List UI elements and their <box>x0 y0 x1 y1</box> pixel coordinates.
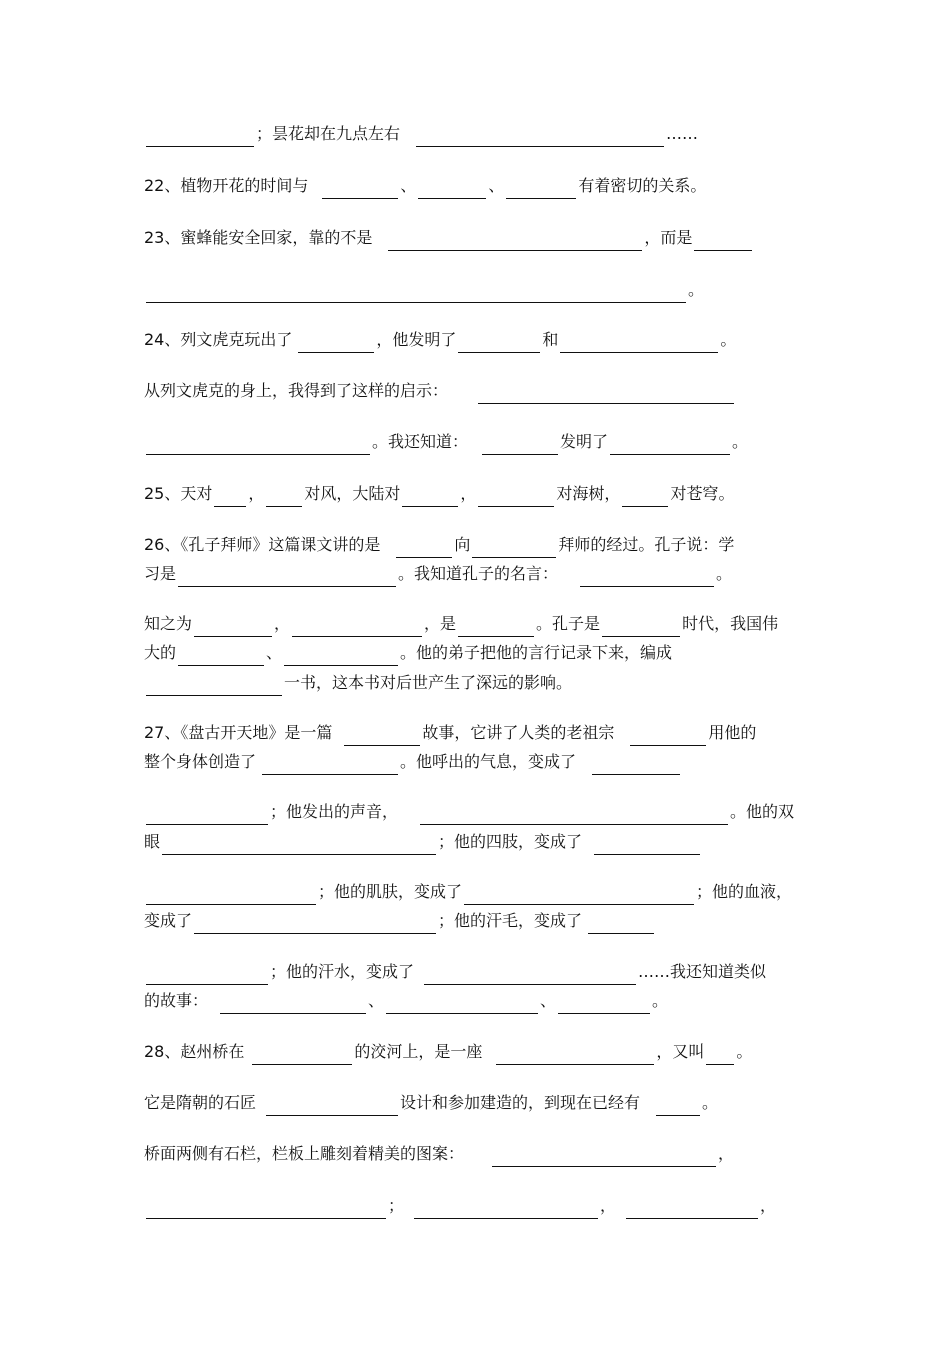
line-text: 有着密切的关系。 <box>578 176 707 195</box>
line-text: 它是隋朝的石匠 <box>144 1093 257 1112</box>
line-text: 26、《孔子拜师》这篇课文讲的是 <box>144 535 381 554</box>
line-text: 习是 <box>144 564 177 583</box>
text-line <box>144 378 736 404</box>
line-text: 和 <box>542 330 559 349</box>
line-text: ， <box>760 1196 777 1215</box>
answer-blank[interactable] <box>506 179 576 199</box>
line-text: …… <box>666 124 699 143</box>
line-text: 。 <box>736 1042 753 1061</box>
answer-blank[interactable] <box>402 487 458 507</box>
line-text: ；他的汗水，变成了 <box>270 962 415 981</box>
line-text: ， <box>248 484 265 503</box>
text-line <box>144 277 704 303</box>
line-text: 25、天对 <box>144 484 213 503</box>
line-text: ，而是 <box>644 228 693 247</box>
answer-blank[interactable] <box>162 835 436 855</box>
line-text: 22、植物开花的时间与 <box>144 176 309 195</box>
answer-blank[interactable] <box>146 1199 386 1219</box>
answer-blank[interactable] <box>694 231 752 251</box>
line-text: ，是 <box>424 614 457 633</box>
line-text: 28、赵州桥在 <box>144 1042 245 1061</box>
answer-blank[interactable] <box>626 1199 758 1219</box>
answer-blank[interactable] <box>178 567 396 587</box>
line-text: 。我还知道： <box>372 432 469 451</box>
answer-blank[interactable] <box>292 617 422 637</box>
line-text: 。 <box>688 280 705 299</box>
answer-blank[interactable] <box>146 676 282 696</box>
answer-blank[interactable] <box>458 617 534 637</box>
text-line <box>144 829 702 855</box>
text-line <box>144 173 706 199</box>
answer-blank[interactable] <box>298 333 374 353</box>
line-text: ；他发出的声音， <box>270 802 399 821</box>
line-text: 向 <box>454 535 471 554</box>
line-text: 。 <box>732 432 749 451</box>
line-text: 。 <box>720 330 737 349</box>
line-text: ， <box>274 614 291 633</box>
text-line <box>144 1090 718 1116</box>
answer-blank[interactable] <box>464 885 694 905</box>
answer-blank[interactable] <box>146 283 686 303</box>
answer-blank[interactable] <box>560 333 718 353</box>
line-text: 一书，这本书对后世产生了深远的影响。 <box>284 673 573 692</box>
text-line <box>144 988 668 1014</box>
answer-blank[interactable] <box>478 384 734 404</box>
line-text: 用他的 <box>708 723 757 742</box>
answer-blank[interactable] <box>580 567 714 587</box>
answer-blank[interactable] <box>262 755 398 775</box>
answer-blank[interactable] <box>656 1096 700 1116</box>
line-text: 。 <box>652 991 669 1010</box>
answer-blank[interactable] <box>194 914 436 934</box>
answer-blank[interactable] <box>602 617 680 637</box>
line-text: 大的 <box>144 643 177 662</box>
text-line <box>144 670 572 696</box>
line-text: 桥面两侧有石栏，栏板上雕刻着精美的图案： <box>144 1144 465 1163</box>
line-text: ， <box>718 1144 735 1163</box>
answer-blank[interactable] <box>178 646 264 666</box>
line-text: 对苍穹。 <box>670 484 735 503</box>
line-text: 变成了 <box>144 911 193 930</box>
line-text: ，又叫 <box>656 1042 705 1061</box>
text-line <box>144 720 756 746</box>
answer-blank[interactable] <box>496 1045 654 1065</box>
answer-blank[interactable] <box>414 1199 598 1219</box>
answer-blank[interactable] <box>220 994 366 1014</box>
answer-blank[interactable] <box>322 179 398 199</box>
text-line <box>144 749 682 775</box>
answer-blank[interactable] <box>396 538 452 558</box>
answer-blank[interactable] <box>706 1045 734 1065</box>
answer-blank[interactable] <box>344 726 420 746</box>
text-line <box>144 879 792 905</box>
line-text: 对风，大陆对 <box>304 484 401 503</box>
line-text: 的洨河上，是一座 <box>354 1042 483 1061</box>
line-text: 整个身体创造了 <box>144 752 257 771</box>
text-line <box>144 640 672 666</box>
line-text: 故事，它讲了人类的老祖宗 <box>422 723 615 742</box>
answer-blank[interactable] <box>146 885 316 905</box>
answer-blank[interactable] <box>558 994 650 1014</box>
text-line <box>144 959 766 985</box>
answer-blank[interactable] <box>146 965 268 985</box>
text-line <box>144 121 698 147</box>
line-text: 知之为 <box>144 614 193 633</box>
line-text: 。他呼出的气息，变成了 <box>400 752 577 771</box>
line-text: ；他的四肢，变成了 <box>438 832 583 851</box>
answer-blank[interactable] <box>416 127 664 147</box>
text-line <box>144 327 736 353</box>
answer-blank[interactable] <box>610 435 730 455</box>
answer-blank[interactable] <box>214 487 246 507</box>
answer-blank[interactable] <box>146 127 254 147</box>
line-text: 。孔子是 <box>536 614 601 633</box>
answer-blank[interactable] <box>472 538 556 558</box>
text-line <box>144 561 732 587</box>
answer-blank[interactable] <box>424 965 636 985</box>
line-text: 、 <box>540 991 557 1010</box>
answer-blank[interactable] <box>284 646 398 666</box>
answer-blank[interactable] <box>630 726 706 746</box>
answer-blank[interactable] <box>388 231 642 251</box>
text-line <box>144 1193 776 1219</box>
answer-blank[interactable] <box>594 835 700 855</box>
answer-blank[interactable] <box>386 994 538 1014</box>
answer-blank[interactable] <box>592 755 680 775</box>
line-text: 、 <box>266 643 283 662</box>
line-text: 发明了 <box>560 432 609 451</box>
line-text: ， <box>460 484 477 503</box>
line-text: ， <box>600 1196 617 1215</box>
text-line <box>144 429 748 455</box>
line-text: ；他的血液， <box>696 882 793 901</box>
line-text: ；昙花却在九点左右 <box>256 124 401 143</box>
line-text: 拜师的经过。孔子说：学 <box>558 535 735 554</box>
answer-blank[interactable] <box>146 435 370 455</box>
line-text: 的故事： <box>144 991 209 1010</box>
line-text: ；他的肌肤，变成了 <box>318 882 463 901</box>
answer-blank[interactable] <box>252 1045 352 1065</box>
line-text: 从列文虎克的身上，我得到了这样的启示： <box>144 381 449 400</box>
answer-blank[interactable] <box>266 487 302 507</box>
answer-blank[interactable] <box>478 487 554 507</box>
line-text: 对海树， <box>556 484 621 503</box>
line-text: 眼 <box>144 832 161 851</box>
line-text: 23、蜜蜂能安全回家，靠的不是 <box>144 228 373 247</box>
text-line <box>144 1039 752 1065</box>
text-line <box>144 532 734 558</box>
answer-blank[interactable] <box>420 805 728 825</box>
line-text: 设计和参加建造的，到现在已经有 <box>400 1093 641 1112</box>
text-line <box>144 481 734 507</box>
text-line <box>144 908 656 934</box>
answer-blank[interactable] <box>418 179 486 199</box>
line-text: 。 <box>702 1093 719 1112</box>
line-text: 时代，我国伟 <box>682 614 779 633</box>
line-text: ……我还知道类似 <box>638 962 767 981</box>
answer-blank[interactable] <box>266 1096 398 1116</box>
line-text: ； <box>388 1196 405 1215</box>
line-text: 。我知道孔子的名言： <box>398 564 559 583</box>
line-text: ，他发明了 <box>376 330 457 349</box>
answer-blank[interactable] <box>194 617 272 637</box>
line-text: 、 <box>400 176 417 195</box>
line-text: ；他的汗毛，变成了 <box>438 911 583 930</box>
line-text: 。他的弟子把他的言行记录下来，编成 <box>400 643 673 662</box>
line-text: 。 <box>716 564 733 583</box>
line-text: 。他的双 <box>730 802 795 821</box>
line-text: 、 <box>368 991 385 1010</box>
text-line <box>144 225 754 251</box>
text-line <box>144 1141 734 1167</box>
answer-blank[interactable] <box>482 435 558 455</box>
answer-blank[interactable] <box>588 914 654 934</box>
answer-blank[interactable] <box>458 333 540 353</box>
answer-blank[interactable] <box>146 805 268 825</box>
answer-blank[interactable] <box>622 487 668 507</box>
line-text: 24、列文虎克玩出了 <box>144 330 293 349</box>
answer-blank[interactable] <box>492 1147 716 1167</box>
line-text: 、 <box>488 176 505 195</box>
line-text: 27、《盘古开天地》是一篇 <box>144 723 333 742</box>
text-line <box>144 799 794 825</box>
text-line <box>144 611 778 637</box>
